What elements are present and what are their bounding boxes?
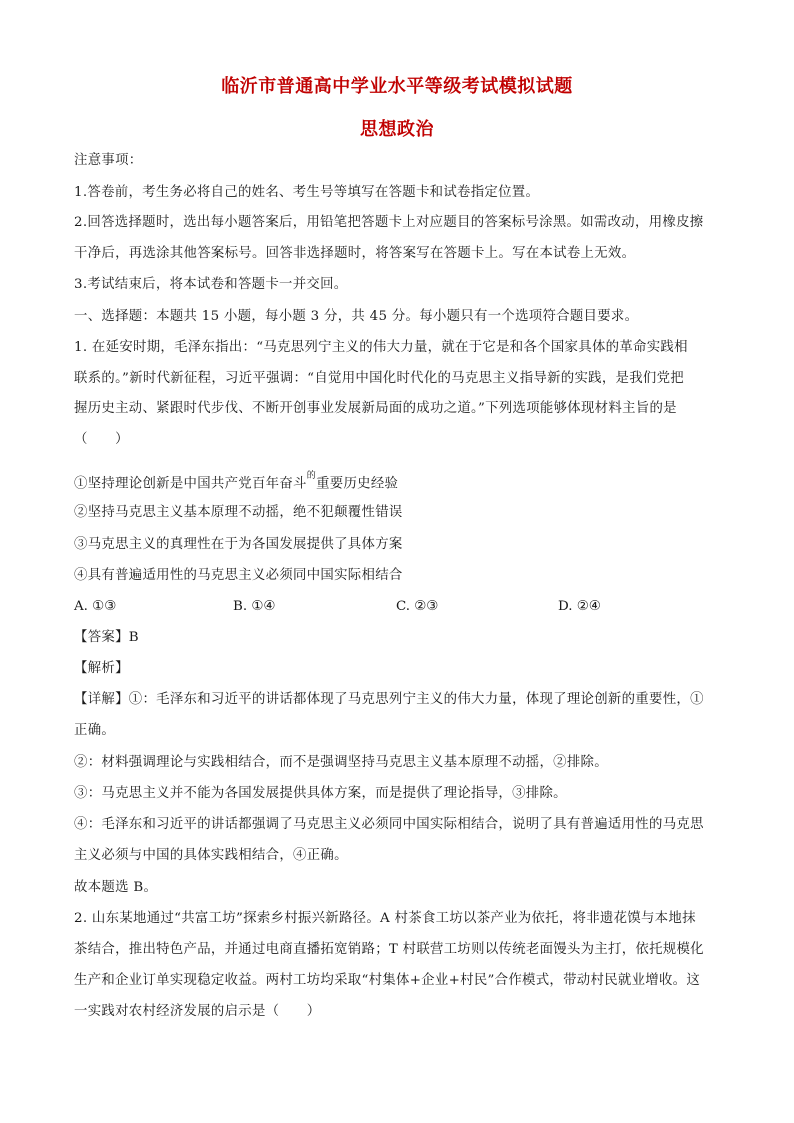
page-title: 临沂市普通高中学业水平等级考试模拟试题 <box>221 76 573 97</box>
question-1-stem-line-2: 联系的。”新时代新征程，习近平强调：“自觉用中国化时代化的马克思主义指导新的实践，是我们党把 <box>74 371 684 386</box>
page-subtitle: 思想政治 <box>360 119 434 140</box>
statement-1-superscript: 的 <box>306 471 317 481</box>
question-1-stem-line-4: （ ） <box>74 432 129 447</box>
detail-3: ③：马克思主义并不能为各国发展提供具体方案，而是提供了理论指导，③排除。 <box>74 786 567 801</box>
answer-label: 【答案】B <box>74 630 139 645</box>
detail-4-line-2: 主义必须与中国的具体实践相结合，④正确。 <box>74 848 348 863</box>
question-2-stem-line-1: 2. 山东某地通过“共富工坊”探索乡村振兴新路径。A 村茶食工坊以茶产业为依托，将非遗花馍与本地抹 <box>74 911 696 926</box>
option-d: D. ②④ <box>558 599 601 614</box>
detail-2: ②：材料强调理论与实践相结合，而不是强调坚持马克思主义基本原理不动摇，②排除。 <box>74 755 608 770</box>
notice-item-1: 1.答卷前，考生务必将自己的姓名、考生号等填写在答题卡和试卷指定位置。 <box>74 185 540 200</box>
detail-1-line-2: 正确。 <box>74 723 116 738</box>
question-1-statement-4: ④具有普遍适用性的马克思主义必须同中国实际相结合 <box>74 568 403 583</box>
conclusion: 故本题选 B。 <box>74 880 158 895</box>
question-2-stem-line-4: 一实践对农村经济发展的启示是（ ） <box>74 1004 321 1019</box>
analysis-label: 【解析】 <box>74 661 129 676</box>
statement-1-text-b: 重要历史经验 <box>316 476 399 492</box>
notice-heading: 注意事项： <box>74 153 143 168</box>
question-2-stem-line-2: 茶结合，推出特色产品，并通过电商直播拓宽销路；T 村联营工坊则以传统老面馒头为主打，依托规模化 <box>74 942 704 957</box>
statement-1-text-a: ①坚持理论创新是中国共产党百年奋斗 <box>74 476 307 492</box>
option-b: B. ①④ <box>233 599 276 614</box>
question-1-statement-2: ②坚持马克思主义基本原理不动摇，绝不犯颠覆性错误 <box>74 505 403 520</box>
notice-item-3: 3.考试结束后，将本试卷和答题卡一并交回。 <box>74 277 348 292</box>
question-1-stem-line-3: 握历史主动、紧跟时代步伐、不断开创事业发展新局面的成功之道。”下列选项能够体现材料主旨的是 <box>74 401 677 416</box>
notice-item-2-line-1: 2.回答选择题时，选出每小题答案后，用铅笔把答题卡上对应题目的答案标号涂黑。如需改动，用橡皮擦 <box>74 215 704 230</box>
question-2-stem-line-3: 生产和企业订单实现稳定收益。两村工坊均采取“村集体+企业+村民”合作模式，带动村民就业增收。这 <box>74 973 701 988</box>
question-1-stem-line-1: 1. 在延安时期，毛泽东指出：“马克思列宁主义的伟大力量，就在于它是和各个国家具体的革命实践相 <box>74 340 688 355</box>
question-1-statement-1 <box>74 470 724 494</box>
option-c: C. ②③ <box>396 599 439 614</box>
detail-4-line-1: ④：毛泽东和习近平的讲话都强调了马克思主义必须同中国实际相结合，说明了具有普遍适用性的马克思 <box>74 817 704 832</box>
section-heading: 一、选择题：本题共 15 小题，每小题 3 分，共 45 分。每小题只有一个选项符合题目要求。 <box>74 309 639 324</box>
detail-1-line-1: 【详解】①：毛泽东和习近平的讲话都体现了马克思列宁主义的伟大力量，体现了理论创新的重要性，① <box>74 692 704 707</box>
option-a: A. ①③ <box>74 599 117 614</box>
question-1-statement-3: ③马克思主义的真理性在于为各国发展提供了具体方案 <box>74 537 403 552</box>
notice-item-2-line-2: 干净后，再选涂其他答案标号。回答非选择题时，将答案写在答题卡上。写在本试卷上无效。 <box>74 246 636 261</box>
